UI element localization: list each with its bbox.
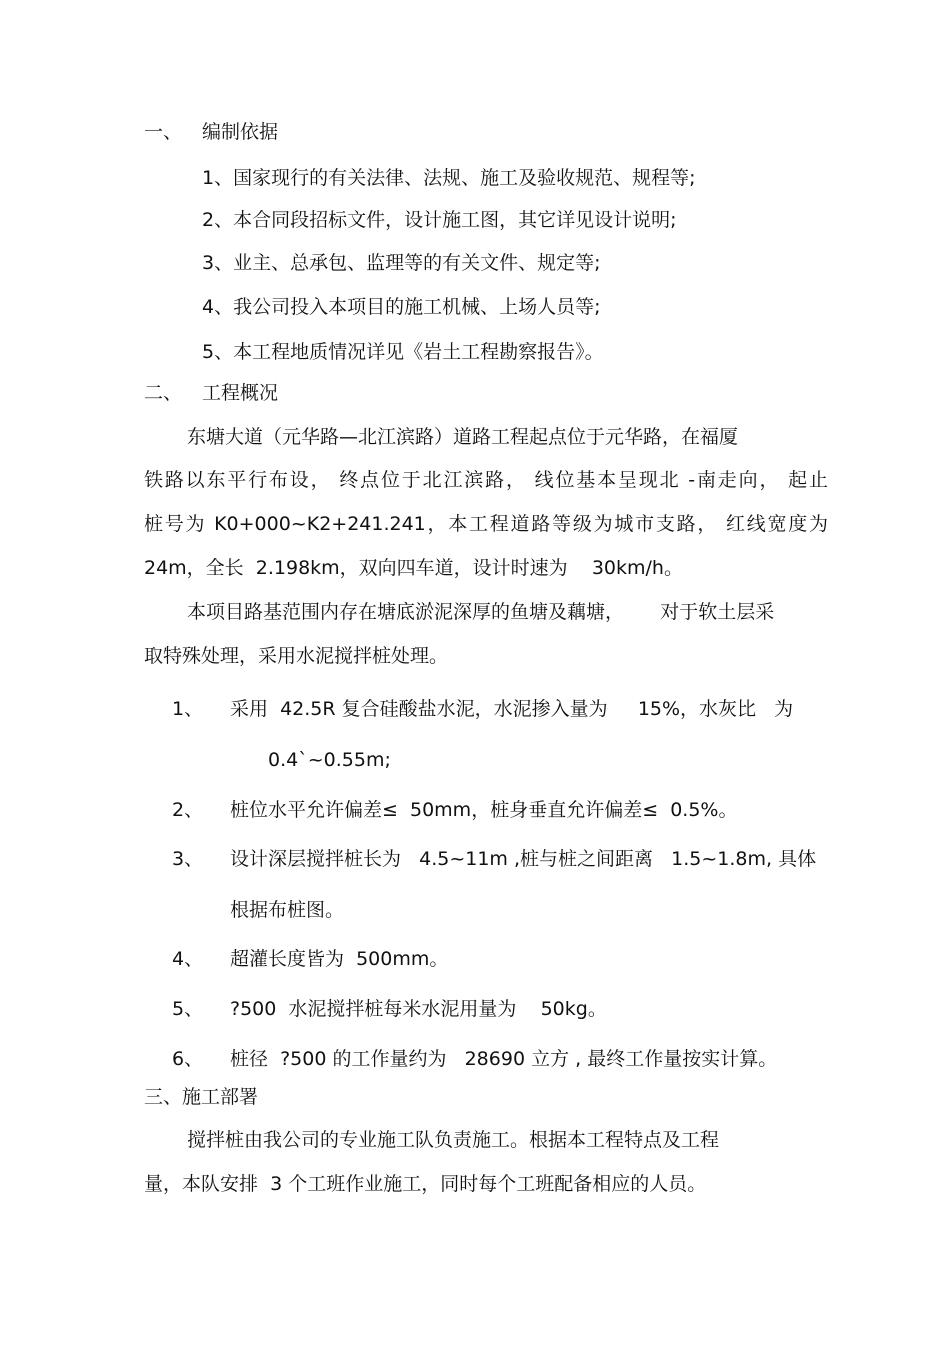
spec-3-continuation: 根据布桩图。 xyxy=(230,899,345,921)
spec-1-continuation: 0.4`~0.55m; xyxy=(268,749,391,771)
spec-4-text: 超灌长度皆为 500mm。 xyxy=(230,948,449,970)
overview-line-4: 24m，全长 2.198km，双向四车道，设计时速为 30km/h。 xyxy=(144,557,683,579)
basis-item-5: 5、本工程地质情况详见《岩土工程勘察报告》。 xyxy=(202,341,604,363)
basis-item-2: 2、本合同段招标文件，设计施工图，其它详见设计说明; xyxy=(202,209,677,231)
spec-6-number: 6、 xyxy=(172,1048,204,1070)
section-3-heading: 三、施工部署 xyxy=(144,1086,259,1108)
section-1-number: 一、 xyxy=(144,121,183,143)
overview-line-2: 铁路以东平行布设， 终点位于北江滨路， 线位基本呈现北 -南走向， 起止 xyxy=(144,469,828,491)
softsoil-line-2: 取特殊处理，采用水泥搅拌桩处理。 xyxy=(144,645,449,667)
section-2-number: 二、 xyxy=(144,382,183,404)
spec-2-text: 桩位水平允许偏差≤ 50mm，桩身垂直允许偏差≤ 0.5%。 xyxy=(230,799,738,821)
spec-2-number: 2、 xyxy=(172,799,204,821)
section-2-heading: 工程概况 xyxy=(202,382,279,404)
overview-line-1: 东塘大道（元华路—北江滨路）道路工程起点位于元华路，在福厦 xyxy=(187,426,739,448)
spec-4-number: 4、 xyxy=(172,948,204,970)
overview-line-3: 桩号为 K0+000~K2+241.241，本工程道路等级为城市支路， 红线宽度为 xyxy=(144,513,828,535)
basis-item-1: 1、国家现行的有关法律、法规、施工及验收规范、规程等; xyxy=(202,167,696,189)
spec-3-text: 设计深层搅拌桩长为 4.5~11m ,桩与桩之间距离 1.5~1.8m, 具体 xyxy=(230,848,817,870)
basis-item-3: 3、业主、总承包、监理等的有关文件、规定等; xyxy=(202,252,601,274)
spec-5-number: 5、 xyxy=(172,998,204,1020)
basis-item-4: 4、我公司投入本项目的施工机械、上场人员等; xyxy=(202,296,601,318)
spec-5-text: ?500 水泥搅拌桩每米水泥用量为 50kg。 xyxy=(230,998,607,1020)
deployment-line-1: 搅拌桩由我公司的专业施工队负责施工。根据本工程特点及工程 xyxy=(187,1129,720,1151)
deployment-line-2: 量，本队安排 3 个工班作业施工，同时每个工班配备相应的人员。 xyxy=(144,1173,707,1195)
spec-1-text: 采用 42.5R 复合硅酸盐水泥，水泥掺入量为 15%，水灰比 为 xyxy=(230,698,794,720)
spec-6-text: 桩径 ?500 的工作量约为 28690 立方 , 最终工作量按实计算。 xyxy=(230,1048,778,1070)
section-1-heading: 编制依据 xyxy=(202,121,279,143)
softsoil-line-1: 本项目路基范围内存在塘底淤泥深厚的鱼塘及藕塘， 对于软土层采 xyxy=(187,601,775,623)
spec-3-number: 3、 xyxy=(172,848,204,870)
spec-1-number: 1、 xyxy=(172,698,204,720)
